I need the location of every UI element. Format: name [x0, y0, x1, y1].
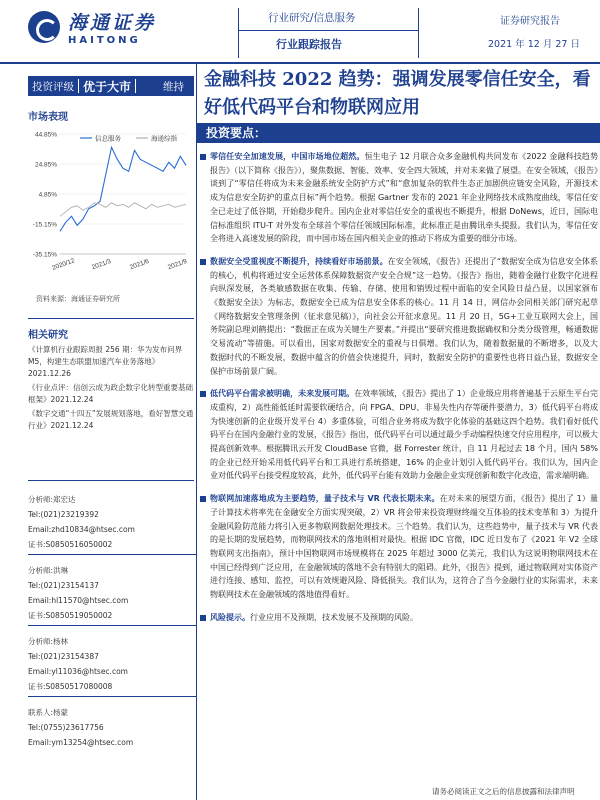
y-tick-label: -35.15%	[32, 251, 57, 259]
disclaimer-footer: 请务必阅读正文之后的信息披露和法律声明	[432, 787, 575, 796]
point-lead: 零信任安全加速发展，中国市场地位超然。	[210, 152, 365, 161]
analyst-name: 分析师:杨林	[28, 637, 69, 646]
rating-label: 投资评级	[32, 80, 74, 93]
market-divider	[28, 318, 194, 319]
investment-point	[200, 492, 598, 602]
analyst-email[interactable]: Email:hl11570@htsec.com	[28, 596, 129, 605]
market-performance-chart	[28, 122, 194, 282]
series-line-info-services	[60, 147, 186, 231]
y-tick-label: -15.15%	[32, 221, 57, 229]
related-research-title: 相关研究	[28, 330, 68, 341]
investment-point	[200, 255, 598, 378]
legend-label: 信息服务	[95, 135, 121, 143]
logo-mark-icon	[28, 11, 60, 43]
x-tick-label: 2021/3	[90, 257, 113, 272]
series-line-haitong-index	[60, 203, 186, 217]
related-item[interactable]: 《计算机行业跟踪周报 256 期：华为发布问界 M5，构建生态联盟加速汽车业务落地》2021.12.26	[28, 345, 183, 378]
related-item[interactable]: 《数字交通“十四五”发展规划落地，看好智慧交通行业》2021.12.24	[28, 409, 194, 430]
rating-separator	[135, 79, 136, 93]
x-tick-label: 2021/6	[128, 257, 151, 272]
investment-points-heading: 投资要点：	[196, 123, 600, 143]
y-tick-label: 44.85%	[34, 131, 57, 139]
rating-value: 优于大市	[83, 79, 132, 94]
report-type: 行业跟踪报告	[276, 38, 342, 51]
analyst-contacts	[28, 484, 196, 768]
related-research-list	[28, 344, 196, 434]
report-date: 2021 年 12 月 27 日	[488, 39, 580, 50]
point-lead: 数据安全受重视度不断提升，持续看好市场前景。	[210, 256, 388, 266]
logo-english-name: HAITONG	[68, 35, 141, 46]
analyst-cert: 证书:S0850517080008	[28, 682, 113, 691]
header-bottom-rule	[0, 62, 600, 64]
analyst-cert: 证书:S0850516050002	[28, 540, 113, 549]
risk-warning	[200, 611, 598, 625]
related-divider	[28, 480, 194, 481]
point-body: 在效率领域，《报告》提出了 1）企业级应用将普遍基于云原生平台完成重构，2）高性能低延时需要软硬结合，向 FPGA、DPU、非易失性内存等硬件要潜力，3）低代码平台将成为快速创新的企业级开发平台 4）多重体验，可组合业务将成为数字化体验的基础这四个趋势。我们看好低代码平台在国内金融行业的发展，《报告》指出，低代码平台可以通过最少手动编程快速交付应用程序，可以极大提高创新效率。根据腾讯云开发 CloudBase 官微，据 Forrester 统计，自 11 月起过去 18 个月，国内 58% 的企业已经开始采用低代码平台和工具进行系统搭建，16% 的企业计划引入低代码平台。我们认为，国内企业对低代码平台接受程度较高，此外，低代码平台能有效助力金融企业实现创新和数字化改造，需求端明确。	[210, 389, 598, 481]
analyst-tel: Tel:(021)23219392	[28, 510, 99, 519]
point-body: 行业应用不及预期，技术发展不及预期的风险。	[250, 612, 418, 622]
logo-chinese-name: 海通证券	[68, 12, 157, 34]
investment-point	[200, 150, 598, 246]
investment-point	[200, 387, 598, 483]
report-category: 行业研究/信息服务	[268, 12, 356, 24]
investment-points	[200, 150, 598, 625]
left-sidebar	[0, 66, 196, 800]
analyst-cert: 证书:S0850519050002	[28, 611, 113, 620]
legend-label: 海通综指	[151, 135, 177, 143]
analyst-name: 分析师:郑宏达	[28, 495, 76, 504]
analyst-name: 分析师:洪琳	[28, 566, 69, 575]
analyst-email[interactable]: Email:zhd10834@htsec.com	[28, 525, 135, 534]
y-tick-label: 24.85%	[34, 161, 57, 169]
contact-card	[28, 697, 196, 768]
header-mid-rule	[238, 30, 418, 31]
point-lead: 物联网加速落地成为主要趋势，量子技术与 VR 代表长期未来。	[210, 494, 440, 504]
contact-tel: Tel:(0755)23617756	[28, 723, 104, 732]
report-title: 金融科技 2022 趋势：强调发展零信任安全，看好低代码平台和物联网应用	[204, 69, 591, 118]
investment-rating-bar	[28, 76, 194, 96]
market-performance-title: 市场表现	[28, 112, 68, 123]
header-divider-left	[238, 8, 239, 58]
column-divider	[196, 64, 197, 800]
rating-status: 维持	[163, 80, 184, 93]
x-tick-label: 2021/9	[166, 257, 189, 272]
related-item[interactable]: 《行业点评：信创云成为政企数字化转型重要基础框架》2021.12.24	[28, 383, 193, 404]
contact-email[interactable]: Email:ym13254@htsec.com	[28, 738, 134, 747]
chart-source-note: 资料来源：海通证券研究所	[36, 295, 120, 303]
analyst-email[interactable]: Email:yl11036@htsec.com	[28, 667, 128, 676]
point-body: 在对未来的展望方面，《报告》提出了 1）量子计算技术将率先在金融安全方面实现突破，2）VR 将会带来投资理财终端交互体验的技术变革和 3）为提升金融风险防范能力将引入更多物联网数据处理技术。三个趋势。我们认为，这些趋势中，量子技术与 VR 代表的是长期的发展趋势，而物联网技术的落地则相对最快。根据 IDC 官微，IDC 近日发布了《2021 年 V2 全球物联网支出指南》，预计中国物联网市场规模将在 2025 年超过 3000 亿美元，我们认为这说明物联网技术在中国已经得到广泛应用，在金融领域的落地不会有特别大的阻碍。此外，《报告》提到，通过物联网对实体资产进行连接、感知、监控，可以有效规避风险、降低损失。我们认为，这符合了当今金融行业的实际需求，未来物联网技术在金融领域的落地值得看好。	[210, 494, 599, 600]
point-lead: 风险提示。	[210, 612, 250, 622]
contact-name: 联系人:杨蒙	[28, 708, 69, 717]
analyst-card	[28, 626, 196, 697]
x-tick-label: 2020/12	[51, 257, 76, 272]
research-report-label: 证券研究报告	[500, 16, 560, 27]
point-body: 恒生电子 12 月联合众多金融机构共同发布《2022 金融科技趋势报告》（以下简称《报告》），聚焦数据、智能、效率、安全四大领域，并对未来做了展望。在安全领域，《报告》谈到了“零信任将成为未来金融系统安全防护方式”和“愈加复杂的软件生态正加剧供应链安全风险，开源技术成为信息安全防护的重点目标”两个趋势。根据 Gartner 发布的 2021 年企业网络技术成熟度曲线，零信任安全已走过了低谷期，开始稳步爬升。国内企业对零信任安全的重视也不断提升，根据 DoNews，近日，国际电信标准组织 ITU-T 对外发布全球首个零信任领域国际标准，此标准正是由腾讯牵头提报。我们认为，零信任安全将进入高速发展的阶段，而中国市场在国内相关企业的推动下将成为重要的细分市场。	[210, 152, 599, 244]
analyst-card	[28, 555, 196, 626]
header-divider-right	[418, 8, 419, 58]
company-logo	[28, 8, 156, 46]
y-tick-label: 4.85%	[38, 191, 57, 199]
analyst-tel: Tel:(021)23154137	[28, 581, 99, 590]
point-lead: 低代码平台需求被明确，未来发展可期。	[210, 389, 355, 399]
analyst-tel: Tel:(021)23154387	[28, 652, 99, 661]
point-body: 在安全领域，《报告》还提出了“数据安全成为信息安全体系的核心，机构将通过安全运营体系保障数据资产安全合规”这一趋势。《报告》指出，随着金融行业数字化进程向纵深发展，各类敏感数据在收集、传输、存储、使用和销毁过程中面临的安全风险日益凸显，以国家颁布《数据安全法》为标志，数据安全已成为信息安全体系的核心。11 月 14 日，网信办会同相关部门研究起草《网络数据安全管理条例（征求意见稿）》，向社会公开征求意见。11 月 20 日，5G+工业互联网大会上，国务院副总理刘鹤提出：“数据正在成为关键生产要素。”并提出“要研究推进数据确权和分类分级管理，畅通数据交易流动”等措施。可以看出，国家对数据安全的重视与日俱增。我们认为，随着数据量的不断增多，以及大数据时代的不断发展，数据中蕴含的价值会快速提升，同时，数据安全防护的重要性也将日益凸显，数据安全保护市场前景广阔。	[210, 256, 598, 376]
report-header	[0, 0, 600, 62]
analyst-card	[28, 484, 196, 555]
